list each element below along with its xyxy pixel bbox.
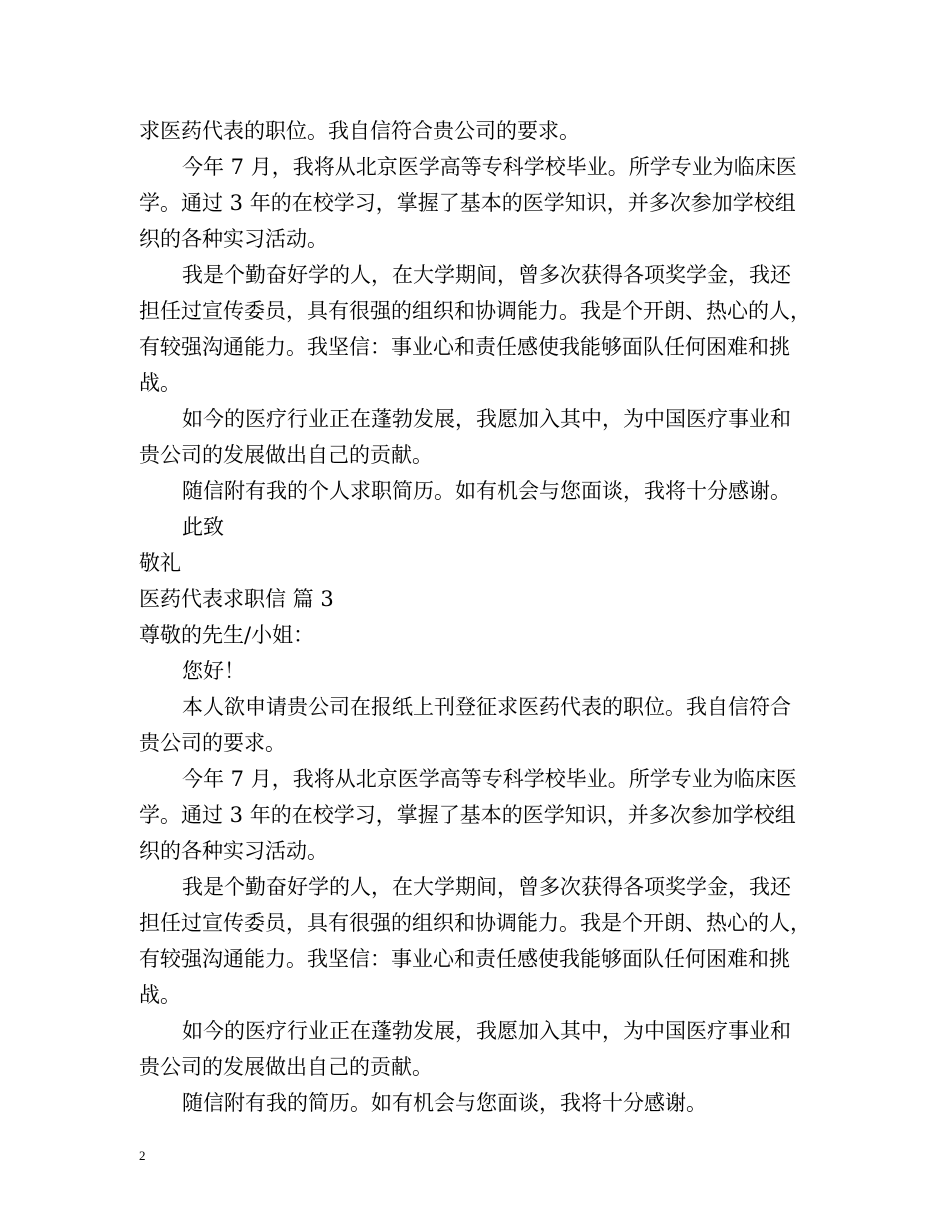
page-number: 2 xyxy=(139,1148,146,1163)
text-line: 如今的医疗行业正在蓬勃发展，我愿加入其中，为中国医疗事业和 xyxy=(182,407,791,431)
text-line: 今年 7 月，我将从北京医学高等专科学校毕业。所学专业为临床医 xyxy=(182,767,797,791)
text-line: 您好！ xyxy=(182,659,245,683)
text-line: 我是个勤奋好学的人，在大学期间，曾多次获得各项奖学金，我还 xyxy=(182,263,791,287)
text-line: 敬礼 xyxy=(139,551,181,575)
text-line: 战。 xyxy=(139,983,181,1007)
text-line: 学。通过 3 年的在校学习，掌握了基本的医学知识，并多次参加学校组 xyxy=(139,191,796,215)
text-line: 贵公司的要求。 xyxy=(139,731,286,755)
text-line: 有较强沟通能力。我坚信：事业心和责任感使我能够面队任何困难和挑 xyxy=(139,947,790,971)
text-line: 学。通过 3 年的在校学习，掌握了基本的医学知识，并多次参加学校组 xyxy=(139,803,796,827)
text-line: 随信附有我的个人求职简历。如有机会与您面谈，我将十分感谢。 xyxy=(182,479,791,503)
text-line: 织的各种实习活动。 xyxy=(139,839,328,863)
text-line: 贵公司的发展做出自己的贡献。 xyxy=(139,443,433,467)
text-line: 如今的医疗行业正在蓬勃发展，我愿加入其中，为中国医疗事业和 xyxy=(182,1019,791,1043)
text-line: 我是个勤奋好学的人，在大学期间，曾多次获得各项奖学金，我还 xyxy=(182,875,791,899)
text-line: 此致 xyxy=(182,515,224,539)
text-line: 医药代表求职信 篇 3 xyxy=(139,587,334,611)
text-line: 担任过宣传委员，具有很强的组织和协调能力。我是个开朗、热心的人， xyxy=(139,299,811,323)
text-line: 尊敬的先生/小姐： xyxy=(139,623,315,647)
text-line: 贵公司的发展做出自己的贡献。 xyxy=(139,1055,433,1079)
text-line: 求医药代表的职位。我自信符合贵公司的要求。 xyxy=(139,119,580,143)
text-line: 战。 xyxy=(139,371,181,395)
text-line: 担任过宣传委员，具有很强的组织和协调能力。我是个开朗、热心的人， xyxy=(139,911,811,935)
text-line: 今年 7 月，我将从北京医学高等专科学校毕业。所学专业为临床医 xyxy=(182,155,797,179)
text-line: 本人欲申请贵公司在报纸上刊登征求医药代表的职位。我自信符合 xyxy=(182,695,791,719)
text-line: 有较强沟通能力。我坚信：事业心和责任感使我能够面队任何困难和挑 xyxy=(139,335,790,359)
text-line: 织的各种实习活动。 xyxy=(139,227,328,251)
document-body xyxy=(139,113,819,1121)
text-line: 随信附有我的简历。如有机会与您面谈，我将十分感谢。 xyxy=(182,1091,707,1115)
